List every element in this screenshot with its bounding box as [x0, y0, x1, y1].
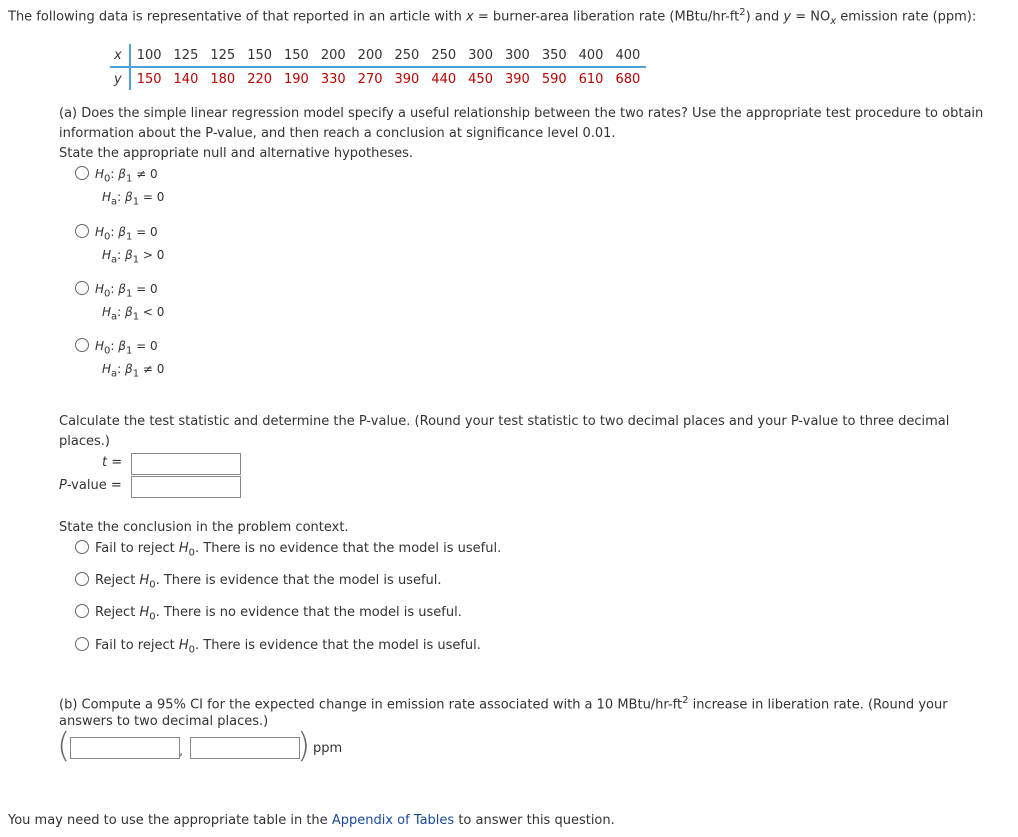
radio-button[interactable]	[75, 604, 89, 618]
y-value-cell: 450	[468, 71, 493, 87]
part-a-question-line1: (a) Does the simple linear regression model specify a useful relationship between the two rates? Use the appropriate test procedure to obtain	[59, 106, 984, 121]
radio-button[interactable]	[75, 540, 89, 554]
conclusion-option-3[interactable]: Reject $H_0$. There is no evidence that the model is useful.	[75, 604, 462, 623]
x-value-cell: 250	[425, 44, 462, 67]
p-value-label: P-value =	[59, 478, 122, 493]
conclusion-option-2[interactable]: Reject $H_0$. There is evidence that the model is useful.	[75, 572, 442, 591]
radio-button[interactable]	[75, 224, 89, 238]
hypothesis-option-2[interactable]: $H_0$: $\beta_1 = 0$	[75, 224, 158, 242]
radio-button[interactable]	[75, 338, 89, 352]
t-stat-input[interactable]	[131, 453, 241, 475]
y-value-cell: 220	[247, 71, 273, 87]
x-value-cell: 100	[130, 44, 168, 67]
y-value-cell: 150	[136, 71, 162, 87]
hypothesis-option-4[interactable]: $H_0$: $\beta_1 = 0$	[75, 338, 158, 356]
y-value-cell: 180	[210, 71, 236, 87]
y-value-cell: 610	[578, 71, 604, 87]
x-value-cell: 300	[462, 44, 499, 67]
y-value-cell: 390	[504, 71, 530, 87]
part-b-question-line2: answers to two decimal places.)	[59, 714, 269, 729]
ci-lower-input[interactable]	[70, 737, 180, 759]
x-value-cell: 300	[499, 44, 536, 67]
x-value-cell: 125	[204, 44, 241, 67]
conclusion-option-4[interactable]: Fail to reject $H_0$. There is evidence that the model is useful.	[75, 637, 481, 656]
ci-unit: ppm	[313, 741, 343, 756]
ci-upper-input[interactable]	[190, 737, 300, 759]
x-value-cell: 200	[315, 44, 352, 67]
part-a-question-line2: information about the P-value, and then reach a conclusion at significance level 0.01.	[59, 126, 616, 141]
x-value-cell: 250	[389, 44, 426, 67]
hypothesis-option-1[interactable]: $H_0$: $\beta_1 \ne 0$	[75, 166, 158, 184]
part-b-question-line1: (b) Compute a 95% CI for the expected change in emission rate associated with a 10 MBtu/$hr-ft^2$ increase in liberation rate. (Round your	[59, 695, 948, 713]
x-value-cell: 150	[241, 44, 278, 67]
ci-comma: ,	[179, 744, 184, 759]
t-label: t =	[102, 455, 123, 470]
close-paren: )	[297, 726, 311, 766]
hypotheses-prompt: State the appropriate null and alternative hypotheses.	[59, 146, 413, 161]
y-value-cell: 680	[615, 71, 641, 87]
x-value-cell: 200	[352, 44, 389, 67]
y-row	[110, 67, 646, 90]
y-value-cell: 590	[541, 71, 567, 87]
p-value-input[interactable]	[131, 476, 241, 498]
hypothesis-option-3-ha: $H_a$: $\beta_1 < 0$	[102, 305, 165, 323]
appendix-link[interactable]: Appendix of Tables	[331, 813, 455, 828]
calc-prompt-line1: Calculate the test statistic and determine the P-value. (Round your test statistic to two decimal places and your P-value to three decimal	[59, 414, 950, 429]
x-value-cell: 400	[609, 44, 646, 67]
x-row	[110, 44, 646, 67]
hypothesis-option-4-ha: $H_a$: $\beta_1 \ne 0$	[102, 362, 165, 380]
conclusion-option-1[interactable]: Fail to reject $H_0$. There is no evidence that the model is useful.	[75, 540, 501, 559]
calc-prompt-line2: places.)	[59, 434, 110, 449]
data-table	[110, 44, 646, 90]
footer-note: You may need to use the appropriate table in the Appendix of Tables to answer this question.	[8, 813, 615, 828]
x-value-cell: 150	[278, 44, 315, 67]
open-paren: (	[57, 726, 71, 766]
hypothesis-option-1-ha: $H_a$: $\beta_1 = 0$	[102, 190, 165, 208]
y-label: y	[110, 67, 130, 90]
x-value-cell: 350	[536, 44, 573, 67]
hypothesis-option-2-ha: $H_a$: $\beta_1 > 0$	[102, 248, 165, 266]
y-value-cell: 140	[173, 71, 199, 87]
radio-button[interactable]	[75, 572, 89, 586]
y-value-cell: 190	[284, 71, 309, 87]
y-value-cell: 270	[357, 71, 383, 87]
y-value-cell: 440	[431, 71, 457, 87]
radio-button[interactable]	[75, 281, 89, 295]
x-value-cell: 125	[168, 44, 205, 67]
hypothesis-option-3[interactable]: $H_0$: $\beta_1 = 0$	[75, 281, 158, 299]
radio-button[interactable]	[75, 637, 89, 651]
x-label: x	[110, 44, 130, 67]
radio-button[interactable]	[75, 166, 89, 180]
y-value-cell: 390	[394, 71, 420, 87]
intro-text: The following data is representative of that reported in an article with x = burner-area liberation rate $(MBtu/hr-ft^2)$ and $y = NO_x$ emission rate (ppm):	[8, 7, 977, 27]
conclusion-prompt: State the conclusion in the problem context.	[59, 520, 349, 535]
y-value-cell: 330	[320, 71, 346, 87]
x-value-cell: 400	[573, 44, 610, 67]
